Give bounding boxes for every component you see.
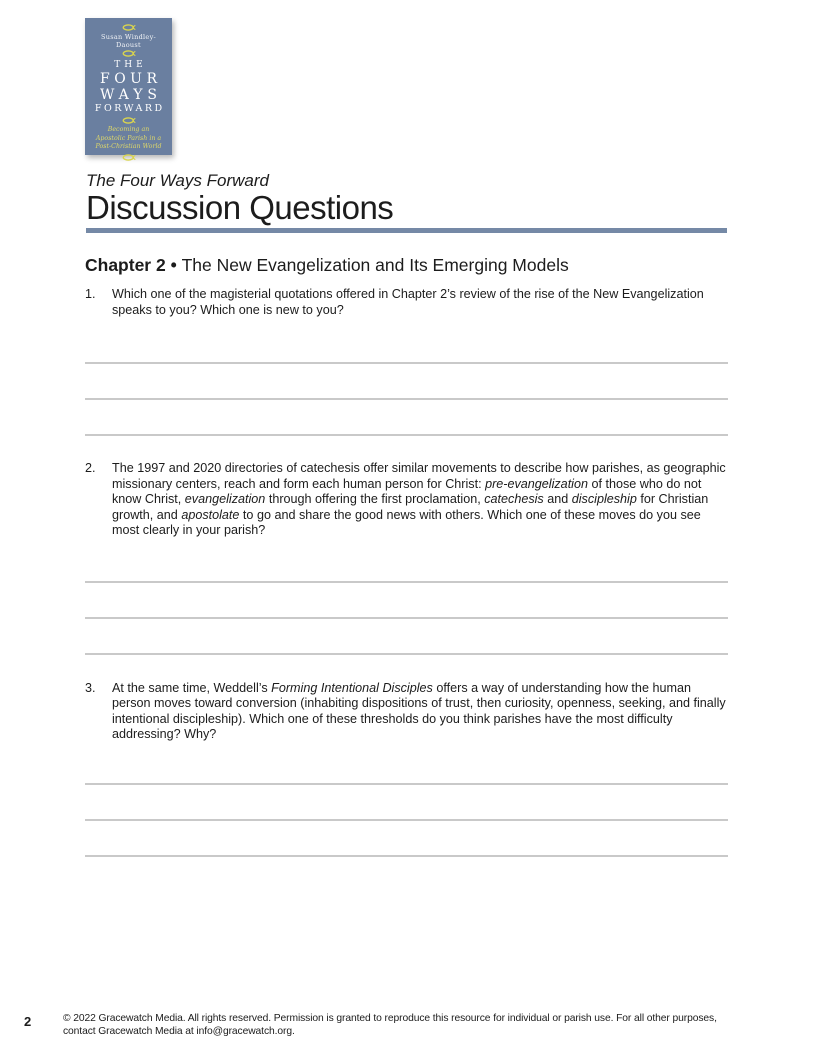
question-number: 2. (85, 461, 96, 475)
cover-subtitle: Becoming an Apostolic Parish in a Post-Christian World (95, 126, 162, 150)
ichthys-fish-icon (122, 154, 136, 161)
answer-line (85, 583, 728, 619)
ichthys-fish-icon (122, 50, 136, 57)
question-item-3 (85, 681, 728, 743)
header-rule (86, 228, 727, 233)
chapter-separator: • (165, 255, 182, 275)
question-number: 3. (85, 680, 96, 695)
ichthys-fish-icon (122, 117, 136, 124)
answer-lines-group-2 (85, 547, 728, 655)
main-content (85, 254, 728, 857)
answer-line (85, 547, 728, 583)
page-header (86, 171, 727, 233)
question-text: At the same time, Weddell’s Forming Intentional Disciples offers a way of understanding how the human person moves toward conversion (inhabiting dispositions of trust, then curiosity, openness, seeking, and finally intentional discipleship). Which one of these thresholds do you think parishes have the most difficulty addressing? Why? (112, 680, 726, 741)
question-text: The 1997 and 2020 directories of catechesis offer similar movements to describe how parishes, as geographic missionary centers, reach and form each human person for Christ: pre-evangelization of those who do not know Christ, evangelization through offering the first proclamation, catechesis and discipleship for Christian growth, and apostolate to go and share the good news with others. Which one of these moves do you see most clearly in your parish? (112, 461, 726, 537)
chapter-heading (85, 254, 728, 277)
answer-line (85, 749, 728, 785)
question-item-2 (85, 461, 728, 539)
cover-title-line: FORWARD (94, 103, 165, 114)
cover-title-line: FOUR (99, 71, 162, 87)
answer-line (85, 785, 728, 821)
footer-page-number: 2 (24, 1014, 32, 1029)
footer-copyright: © 2022 Gracewatch Media. All rights reserved. Permission is granted to reproduce this resource for individual or parish use. For all other purposes, contact Gracewatch Media at info@gracewatch.org. (63, 1013, 717, 1037)
page-title: Discussion Questions (86, 189, 394, 226)
chapter-label: Chapter 2 (85, 255, 166, 275)
cover-author: Susan Windley-Daoust (100, 33, 157, 49)
question-item-1 (85, 287, 728, 318)
answer-line (85, 619, 728, 655)
answer-line (85, 364, 728, 400)
series-title: The Four Ways Forward (86, 171, 269, 190)
answer-line (85, 400, 728, 436)
book-cover-thumbnail (85, 18, 172, 155)
answer-line (85, 324, 728, 364)
cover-title-line: THE (114, 60, 147, 70)
chapter-title: The New Evangelization and Its Emerging Models (181, 255, 569, 275)
answer-line (85, 821, 728, 857)
cover-title-line: WAYS (99, 87, 163, 103)
question-number: 1. (85, 287, 96, 301)
question-text: Which one of the magisterial quotations offered in Chapter 2’s review of the rise of the New Evangelization speaks to you? Which one is new to you? (112, 287, 704, 317)
answer-lines-group-1 (85, 324, 728, 436)
answer-lines-group-3 (85, 749, 728, 857)
ichthys-fish-icon (122, 24, 136, 31)
